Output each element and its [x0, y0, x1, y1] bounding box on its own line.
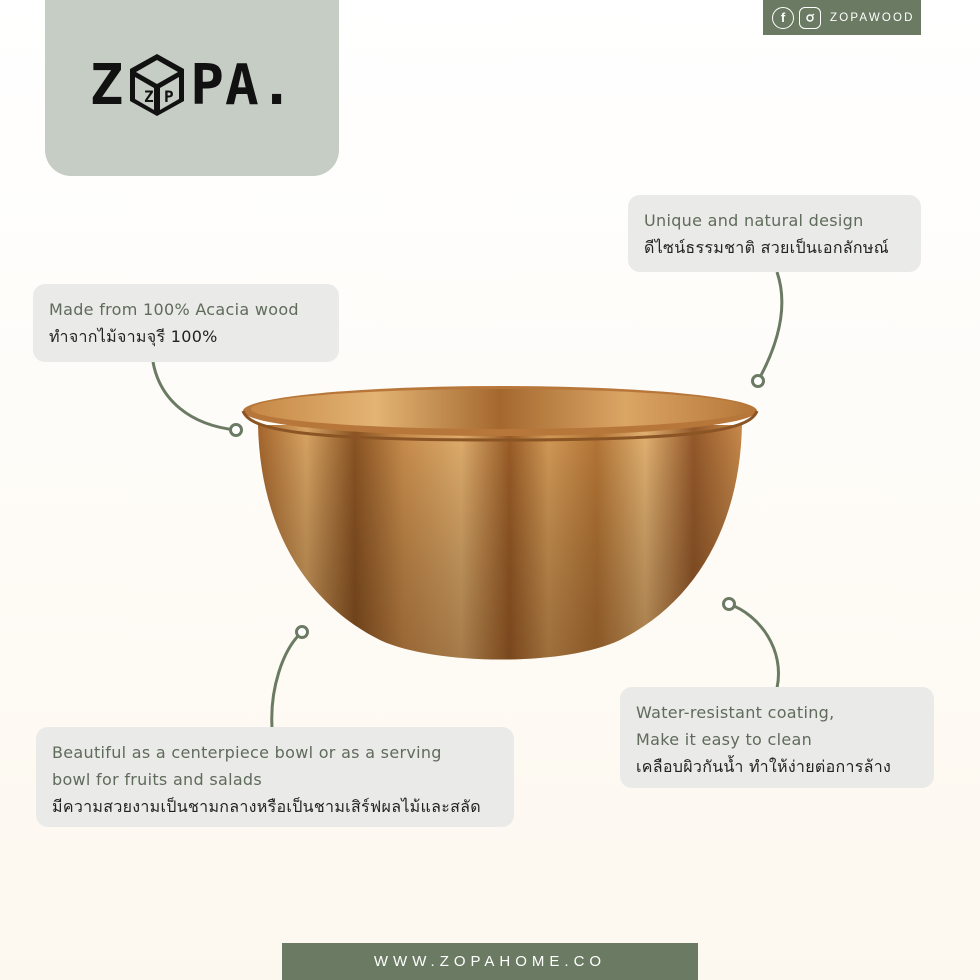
callout-design-th: ดีไซน์ธรรมชาติ สวยเป็นเอกลักษณ์ [644, 238, 889, 257]
callout-coating-th: เคลือบผิวกันน้ำ ทำให้ง่ายต่อการล้าง [636, 757, 892, 776]
logo-letters-pa: PA. [190, 52, 295, 118]
svg-text:Z: Z [144, 87, 155, 106]
callout-usage-en-2: bowl for fruits and salads [52, 770, 263, 789]
social-handle: ZOPAWOOD [830, 11, 915, 24]
callout-design-en: Unique and natural design [644, 211, 864, 230]
callout-usage [36, 727, 514, 827]
callout-coating-en-1: Water-resistant coating, [636, 703, 835, 722]
logo-letter-z: Z [89, 52, 125, 118]
callout-usage-th: มีความสวยงามเป็นชามกลางหรือเป็นชามเสิร์ฟผลไม้และสลัด [52, 797, 481, 816]
callout-material-en: Made from 100% Acacia wood [49, 300, 299, 319]
callout-coating [620, 687, 934, 788]
callout-usage-en-1: Beautiful as a centerpiece bowl or as a serving [52, 743, 442, 762]
callout-material [33, 284, 339, 362]
facebook-icon[interactable]: f [772, 7, 794, 29]
website-url[interactable]: WWW.ZOPAHOME.CO [373, 953, 607, 970]
callout-coating-en-2: Make it easy to clean [636, 730, 813, 749]
callout-material-th: ทำจากไม้จามจุรี 100% [49, 327, 218, 346]
callout-design [628, 195, 921, 272]
website-url-banner[interactable] [282, 943, 698, 980]
svg-text:P: P [164, 87, 175, 106]
